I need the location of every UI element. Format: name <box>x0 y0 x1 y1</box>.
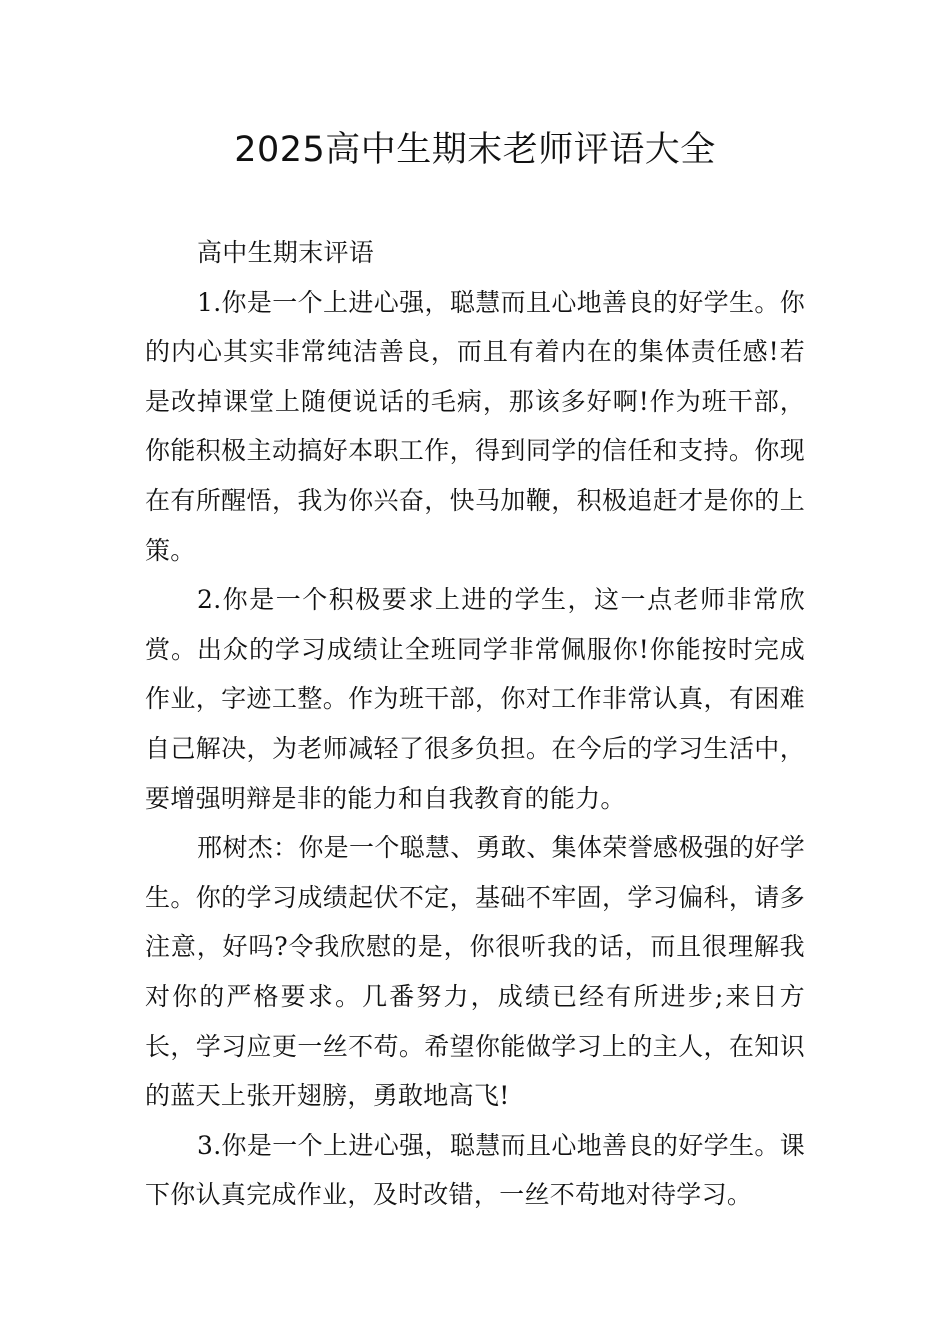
comment-paragraph-3: 3.你是一个上进心强，聪慧而且心地善良的好学生。课下你认真完成作业，及时改错，一丝不苟地对待学习。 <box>145 1130 805 1210</box>
comment-paragraph-1: 1.你是一个上进心强，聪慧而且心地善良的好学生。你的内心其实非常纯洁善良，而且有着内在的集体责任感!若是改掉课堂上随便说话的毛病，那该多好啊!作为班干部，你能积极主动搞好本职工作，得到同学的信任和支持。你现在有所醒悟，我为你兴奋，快马加鞭，积极追赶才是你的上策。 <box>145 287 805 565</box>
comment-paragraph-named: 邢树杰：你是一个聪慧、勇敢、集体荣誉感极强的好学生。你的学习成绩起伏不定，基础不牢固，学习偏科，请多注意，好吗?令我欣慰的是，你很听我的话，而且很理解我对你的严格要求。几番努力，成绩已经有所进步;来日方长，学习应更一丝不苟。希望你能做学习上的主人，在知识的蓝天上张开翅膀，勇敢地高飞! <box>145 833 805 1111</box>
document-title: 2025高中生期末老师评语大全 <box>234 130 716 170</box>
section-heading: 高中生期末评语 <box>197 238 375 267</box>
comment-paragraph-2: 2.你是一个积极要求上进的学生，这一点老师非常欣赏。出众的学习成绩让全班同学非常佩服你!你能按时完成作业，字迹工整。作为班干部，你对工作非常认真，有困难自己解决，为老师减轻了很多负担。在今后的学习生活中，要增强明辩是非的能力和自我教育的能力。 <box>145 585 805 813</box>
document-body <box>145 228 805 1220</box>
